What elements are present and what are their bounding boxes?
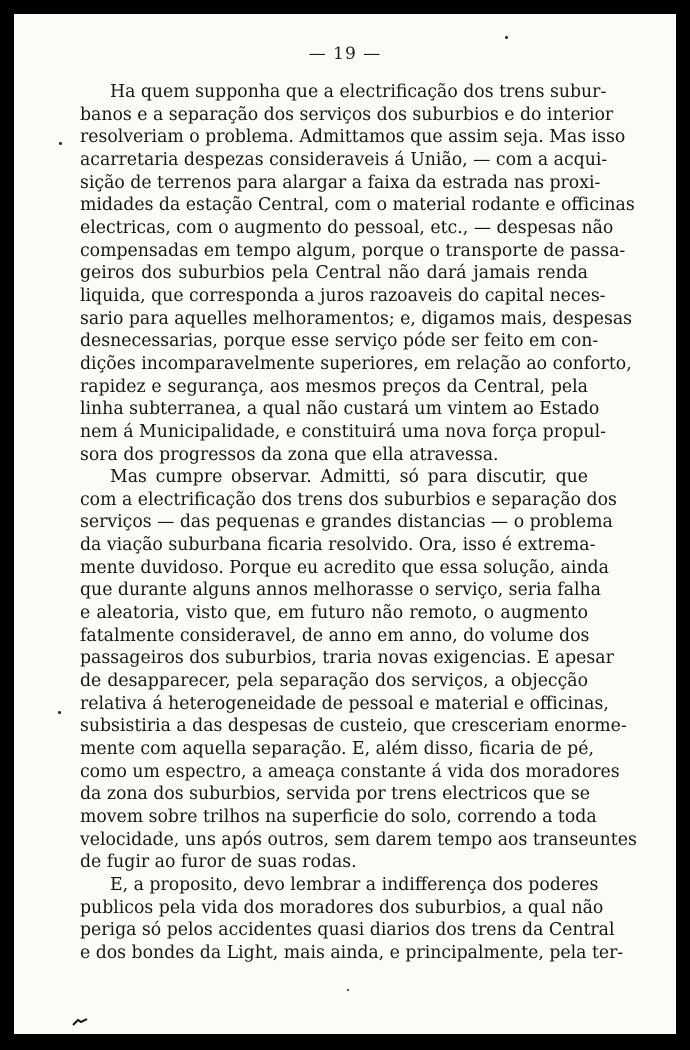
text-line: electricas, com o augmento do pessoal, etc., — despesas não [80,217,614,238]
text-line: geiros dos suburbios pela Central não dará jamais renda [80,263,588,284]
text-line: e dos bondes da Light, mais ainda, e principalmente, pela ter- [80,942,624,963]
book-page [14,14,676,1034]
text-line: da viação suburbana ficaria resolvido. Ora, isso é extrema- [80,535,596,556]
text-line: velocidade, uns após outros, sem darem tempo aos transeuntes [80,829,637,850]
paragraph-1 [80,81,635,466]
text-line: mente duvidoso. Porque eu acredito que essa solução, ainda [80,557,609,578]
text-line: passageiros dos suburbios, traria novas exigencias. E apesar [80,648,614,669]
text-line: que durante alguns annos melhorasse o serviço, seria falha [80,580,601,601]
text-line: sição de terrenos para alargar a faixa da estrada nas proxi- [80,172,601,193]
text-line: midades da estação Central, com o material rodante e officinas [80,195,635,216]
scan-speck [59,142,62,145]
text-line: relativa á heterogeneidade de pessoal e material e officinas, [80,693,609,714]
text-line: acarretaria despezas consideraveis á União, — com a acqui- [80,149,608,170]
body-text [80,81,637,965]
paragraph-3 [80,874,624,965]
text-line: mente com aquella separação. E, além disso, ficaria de pé, [80,739,594,760]
text-line: E, a proposito, devo lembrar a indifferença dos poderes [110,874,599,895]
text-line: periga só pelos accidentes quasi diarios dos trens da Central [80,920,615,941]
scan-speck [505,36,508,39]
text-line: com a electrificação dos trens dos suburbios e separação dos [80,489,617,510]
text-line: publicos pela vida dos moradores dos suburbios, a qual não [80,897,604,918]
text-line: sario para aquelles melhoramentos; e, digamos mais, despesas [80,308,633,329]
text-line: desnecessarias, porque esse serviço póde ser feito em con- [80,331,599,352]
text-line: serviços — das pequenas e grandes distancias — o problema [80,512,613,533]
text-line: de desapparecer, pela separação dos serviços, a objecção [80,671,588,692]
text-line: subsistiria a das despesas de custeio, que cresceriam enorme- [80,716,627,737]
scan-speck [347,989,349,991]
paragraph-2 [80,466,637,874]
text-line: Mas cumpre observar. Admitti, só para discutir, que [110,467,588,488]
scan-speck [58,711,61,714]
text-line: nem á Municipalidade, e constituirá uma nova força propul- [80,421,606,442]
text-line: banos e a separação dos serviços dos suburbios e do interior [80,104,614,125]
text-line: de fugir ao furor de suas rodas. [80,852,357,873]
text-line: dições incomparavelmente superiores, em relação ao conforto, [80,353,632,374]
text-line: como um espectro, a ameaça constante á vida dos moradores [80,761,620,782]
text-line: fatalmente consideravel, de anno em anno, do volume dos [80,625,590,646]
text-line: da zona dos suburbios, servida por trens electricos que se [80,784,590,805]
text-line: linha subterranea, a qual não custará um vintem ao Estado [80,399,600,420]
text-line: compensadas em tempo algum, porque o transporte de passa- [80,240,626,261]
text-line: Ha quem supponha que a electrificação dos trens subur- [110,82,607,102]
page-number: — 19 — [308,44,382,64]
text-line: rapidez e segurança, aos mesmos preços da Central, pela [80,376,588,397]
text-line: sora dos progressos da zona que ella atravessa. [80,444,499,465]
ink-mark-icon [72,1018,88,1026]
text-line: movem sobre trilhos na superficie do solo, correndo a toda [80,807,597,827]
text-line: liquida, que corresponda a juros razoaveis do capital neces- [80,285,606,306]
text-line: e aleatoria, visto que, em futuro não remoto, o augmento [80,603,588,624]
text-line: resolveriam o problema. Admittamos que assim seja. Mas isso [80,127,626,148]
